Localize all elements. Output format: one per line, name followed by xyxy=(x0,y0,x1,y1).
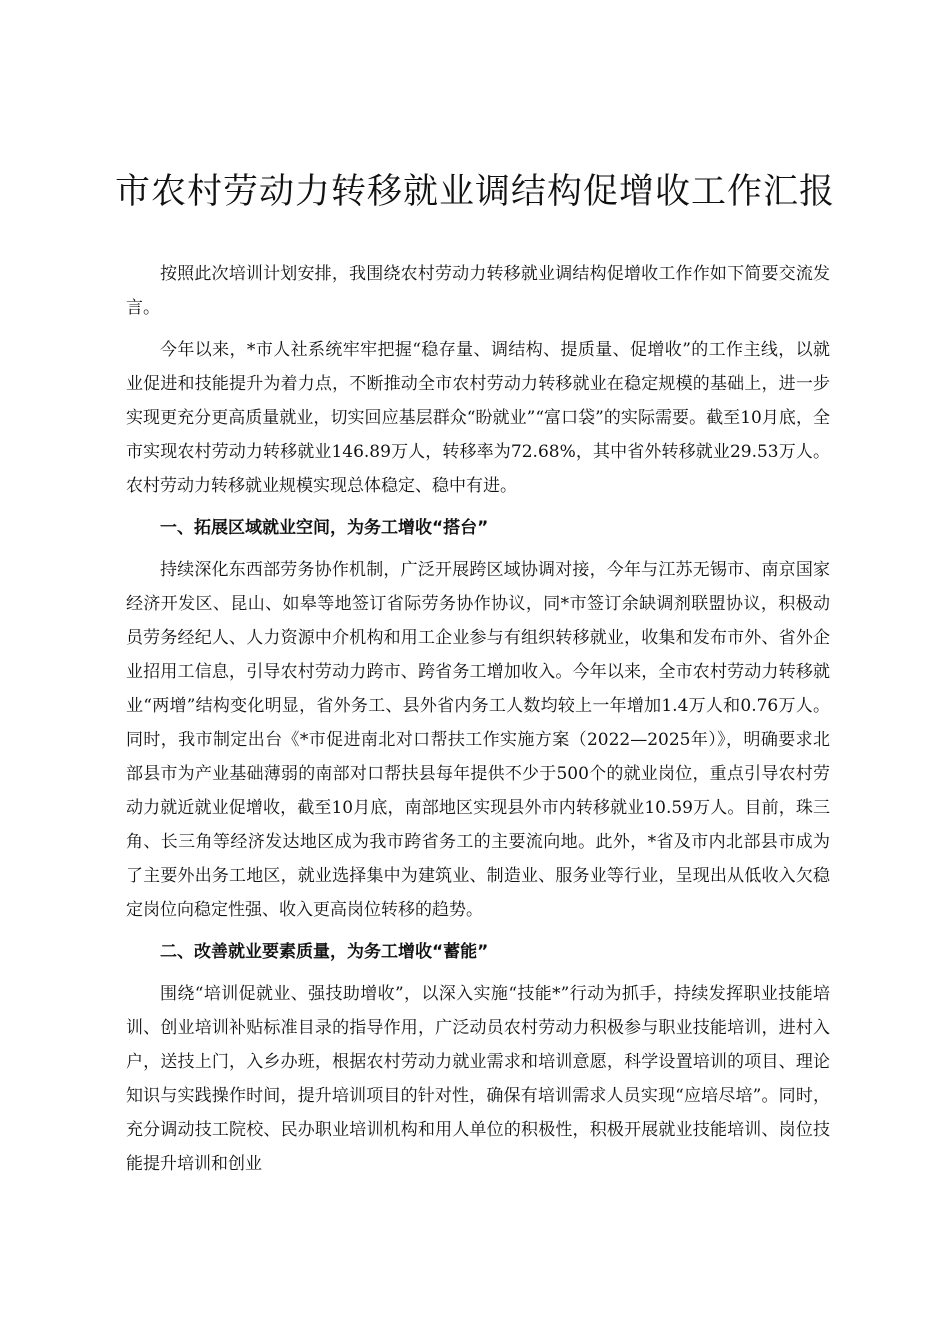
paragraph-section-2: 围绕“培训促就业、强技助增收”，以深入实施“技能*”行动为抓手，持续发挥职业技能培训、创业培训补贴标准目录的指导作用，广泛动员农村劳动力积极参与职业技能培训，进村入户，送技上门，入乡办班，根据农村劳动力就业需求和培训意愿，科学设置培训的项目、理论知识与实践操作时间，提升培训项目的针对性，确保有培训需求人员实现“应培尽培”。同时，充分调动技工院校、民办职业培训机构和用人单位的积极性，积极开展就业技能培训、岗位技能提升培训和创业 xyxy=(126,984,830,1174)
document-title: 市农村劳动力转移就业调结构促增收工作汇报 xyxy=(114,172,835,212)
document-body xyxy=(126,257,830,1189)
section-heading-1: 一、拓展区域就业空间，为务工增收“搭台” xyxy=(160,518,489,538)
section-heading-2: 二、改善就业要素质量，为务工增收“蓄能” xyxy=(160,942,489,962)
paragraph-overview: 今年以来，*市人社系统牢牢把握“稳存量、调结构、提质量、促增收”的工作主线，以就业促进和技能提升为着力点，不断推动全市农村劳动力转移就业在稳定规模的基础上，进一步实现更充分更高质量就业，切实回应基层群众“盼就业”“富口袋”的实际需要。截至10月底，全市实现农村劳动力转移就业146.89万人，转移率为72.68%，其中省外转移就业29.53万人。农村劳动力转移就业规模实现总体稳定、稳中有进。 xyxy=(126,340,830,496)
paragraph-intro: 按照此次培训计划安排，我围绕农村劳动力转移就业调结构促增收工作作如下简要交流发言。 xyxy=(126,264,830,318)
paragraph-section-1: 持续深化东西部劳务协作机制，广泛开展跨区域协调对接，今年与江苏无锡市、南京国家经济开发区、昆山、如皋等地签订省际劳务协作协议，同*市签订余缺调剂联盟协议，积极动员劳务经纪人、人力资源中介机构和用工企业参与有组织转移就业，收集和发布市外、省外企业招用工信息，引导农村劳动力跨市、跨省务工增加收入。今年以来，全市农村劳动力转移就业“两增”结构变化明显，省外务工、县外省内务工人数均较上一年增加1.4万人和0.76万人。同时，我市制定出台《*市促进南北对口帮扶工作实施方案（2022—2025年）》，明确要求北部县市为产业基础薄弱的南部对口帮扶县每年提供不少于500个的就业岗位，重点引导农村劳动力就近就业促增收，截至10月底，南部地区实现县外市内转移就业10.59万人。目前，珠三角、长三角等经济发达地区成为我市跨省务工的主要流向地。此外，*省及市内北部县市成为了主要外出务工地区，就业选择集中为建筑业、制造业、服务业等行业，呈现出从低收入欠稳定岗位向稳定性强、收入更高岗位转移的趋势。 xyxy=(126,560,830,920)
